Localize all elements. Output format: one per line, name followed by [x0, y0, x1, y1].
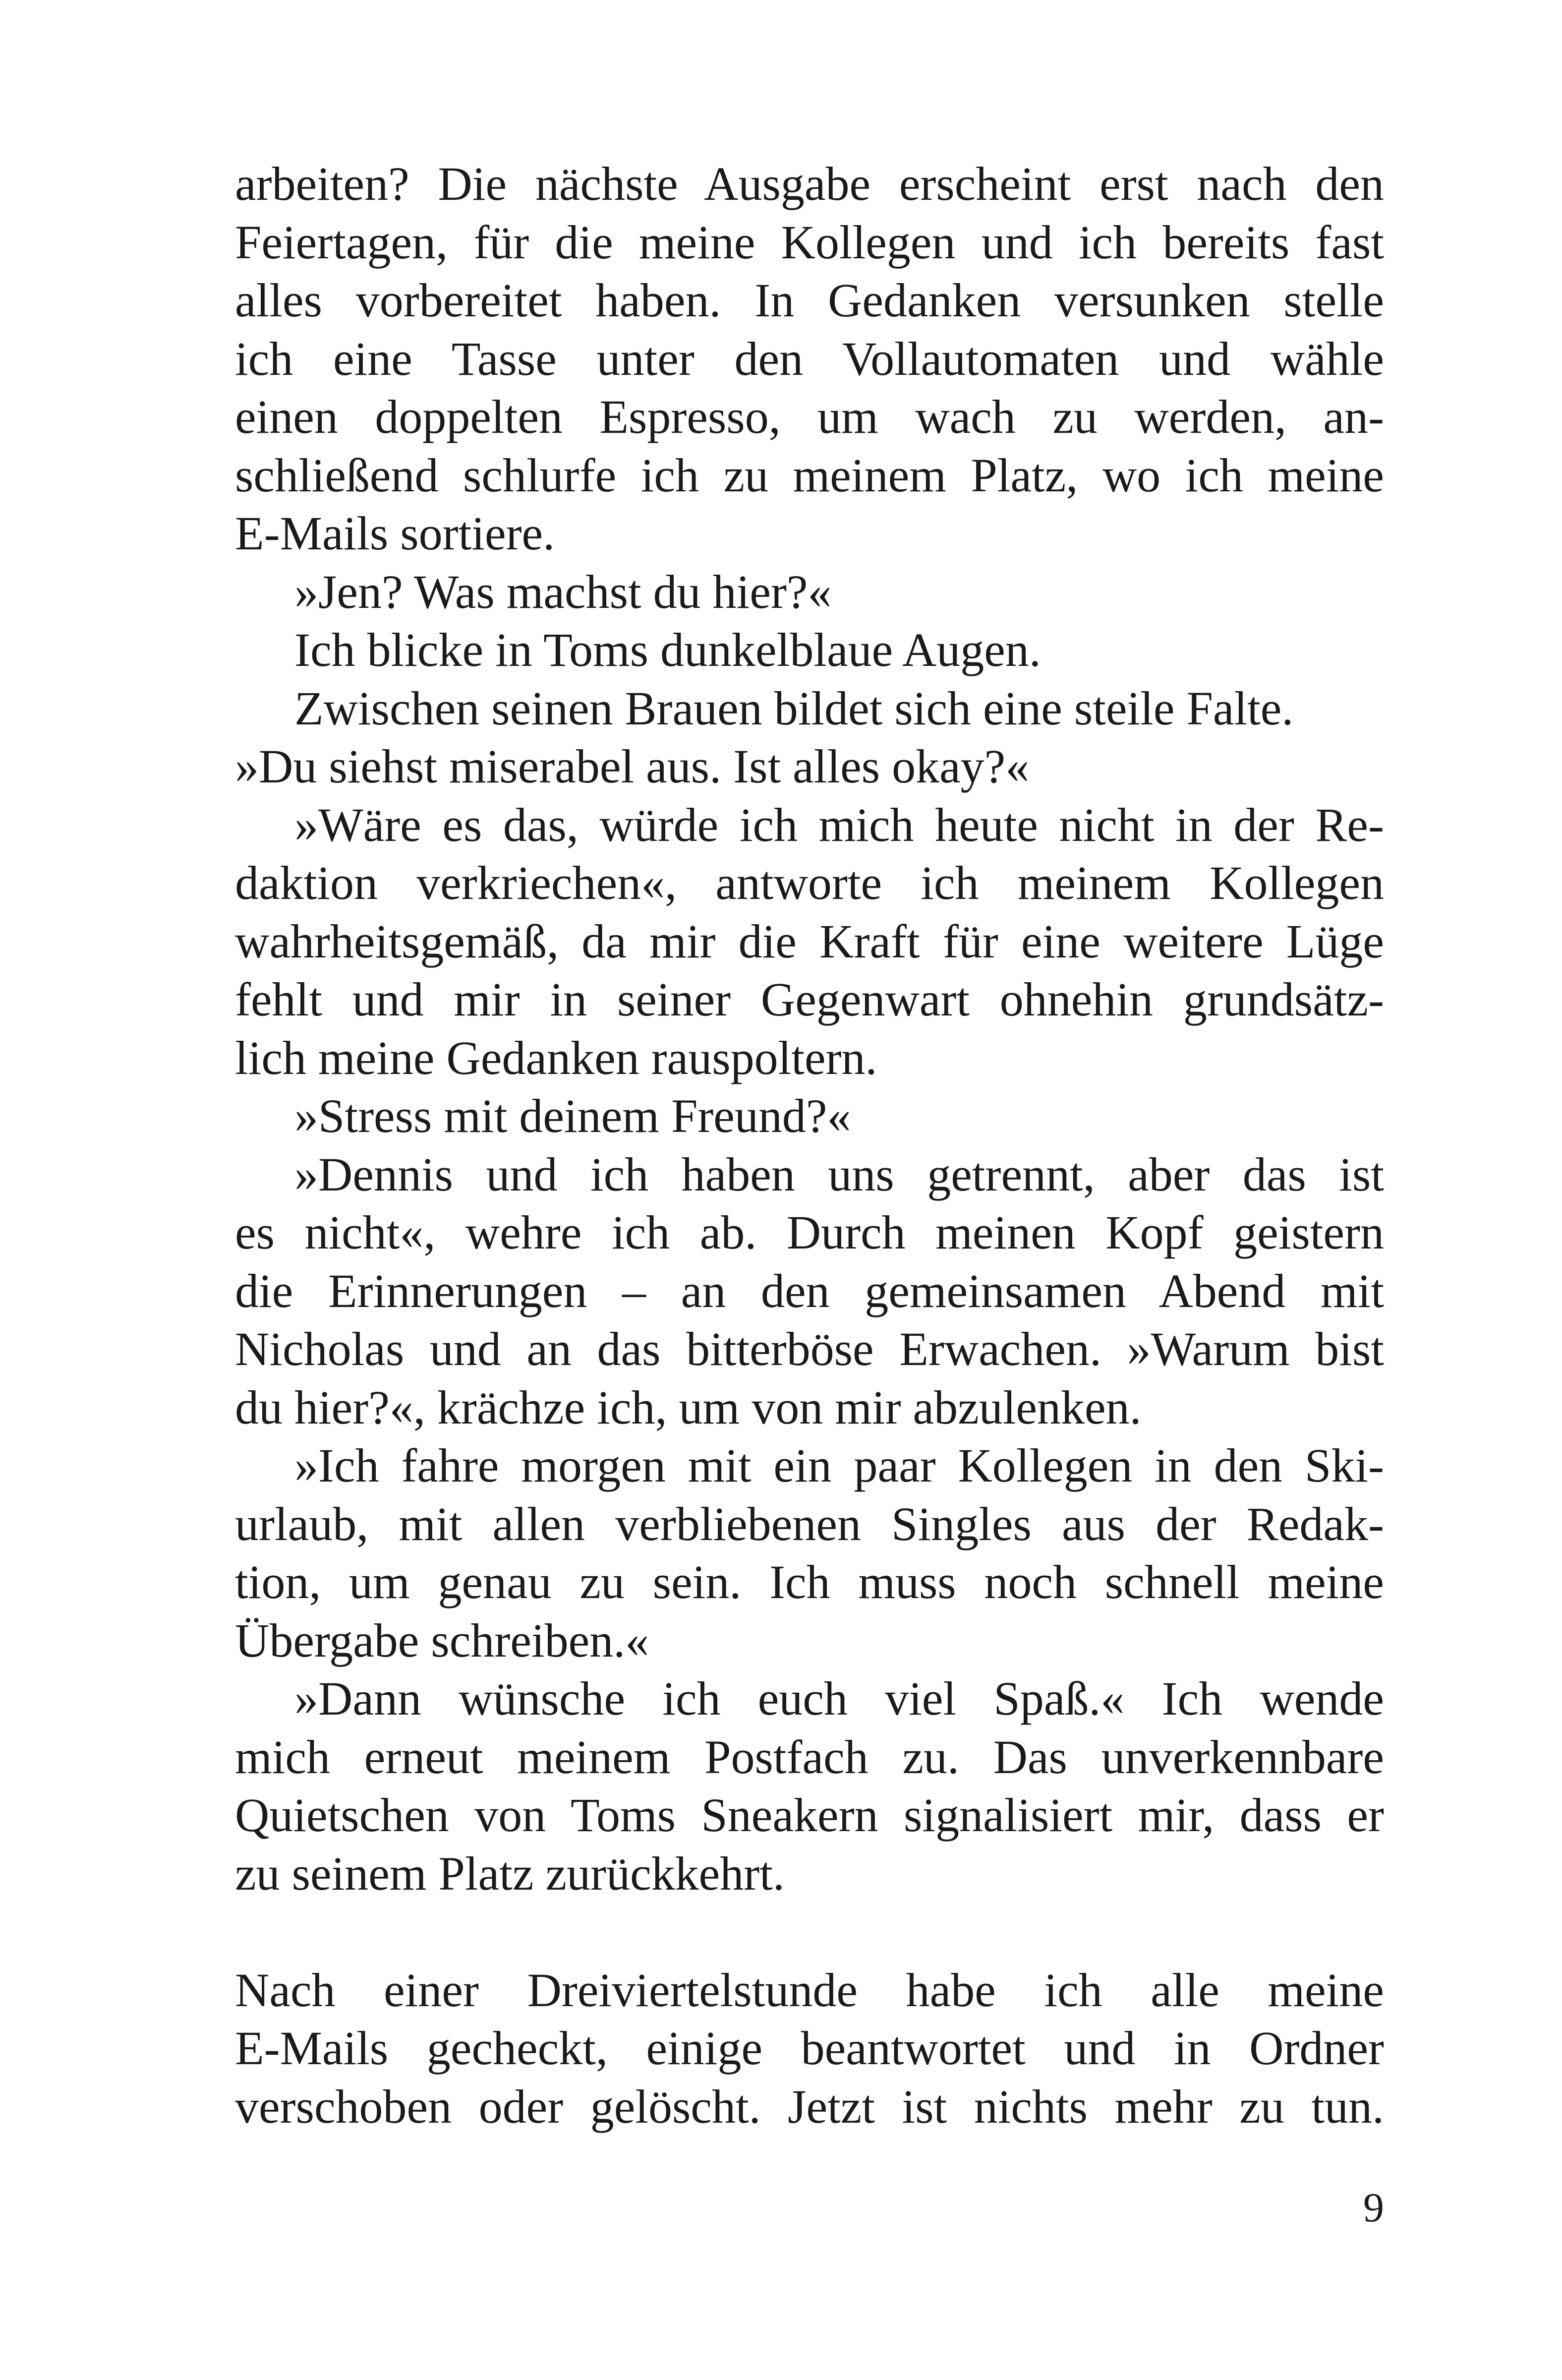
text-line: wahrheitsgemäß, da mir die Kraft für eine weitere Lüge	[235, 914, 1384, 968]
text-line: Feiertagen, für die meine Kollegen und ich bereits fast	[235, 215, 1384, 269]
text-line: »Stress mit deinem Freund?«	[294, 1089, 851, 1142]
text-line: »Jen? Was machst du hier?«	[294, 565, 832, 618]
text-line: lich meine Gedanken rauspoltern.	[235, 1031, 877, 1084]
text-line: tion, um genau zu sein. Ich muss noch schnell meine	[235, 1555, 1384, 1608]
text-line: »Du siehst miserabel aus. Ist alles okay?«	[235, 740, 1030, 793]
text-line: einen doppelten Espresso, um wach zu werden, an-	[235, 390, 1384, 443]
text-line: schließend schlurfe ich zu meinem Platz, wo ich meine	[235, 448, 1384, 502]
text-line: du hier?«, krächze ich, um von mir abzulenken.	[235, 1380, 1142, 1434]
text-line: fehlt und mir in seiner Gegenwart ohnehin grundsätz-	[235, 973, 1384, 1026]
text-line: es nicht«, wehre ich ab. Durch meinen Kopf geistern	[235, 1206, 1384, 1259]
text-line: mich erneut meinem Postfach zu. Das unverkennbare	[235, 1730, 1384, 1784]
text-line: ich eine Tasse unter den Vollautomaten und wähle	[235, 332, 1384, 385]
text-line: daktion verkriechen«, antworte ich meinem Kollegen	[235, 856, 1384, 909]
text-line: Nach einer Dreiviertelstunde habe ich alle meine	[235, 1963, 1384, 2017]
text-line: die Erinnerungen – an den gemeinsamen Abend mit	[235, 1264, 1384, 1317]
body-text	[235, 155, 1384, 2136]
text-line: Zwischen seinen Brauen bildet sich eine steile Falte.	[294, 681, 1294, 735]
text-line: E-Mails gecheckt, einige beantwortet und in Ordner	[235, 2022, 1384, 2075]
text-line: »Dennis und ich haben uns getrennt, aber das ist	[294, 1147, 1384, 1201]
text-line: Quietschen von Toms Sneakern signalisiert mir, dass er	[235, 1788, 1384, 1842]
text-line: Übergabe schreiben.«	[235, 1613, 649, 1667]
text-line: »Wäre es das, würde ich mich heute nicht in der Re-	[294, 798, 1384, 851]
text-line: Nicholas und an das bitterböse Erwachen. »Warum bist	[235, 1322, 1384, 1375]
page-number: 9	[1363, 2185, 1384, 2231]
section-break	[235, 1903, 1384, 1961]
text-line: »Dann wünsche ich euch viel Spaß.« Ich wende	[294, 1672, 1384, 1725]
text-line: E-Mails sortiere.	[235, 507, 555, 560]
text-line: urlaub, mit allen verbliebenen Singles aus der Redak-	[235, 1497, 1384, 1550]
text-line: verschoben oder gelöscht. Jetzt ist nichts mehr zu tun.	[235, 2080, 1384, 2133]
text-line: Ich blicke in Toms dunkelblaue Augen.	[294, 623, 1041, 676]
text-line: »Ich fahre morgen mit ein paar Kollegen in den Ski-	[294, 1439, 1384, 1492]
text-line: alles vorbereitet haben. In Gedanken versunken stelle	[235, 274, 1384, 327]
text-line: arbeiten? Die nächste Ausgabe erscheint erst nach den	[235, 157, 1384, 210]
text-line: zu seinem Platz zurückkehrt.	[235, 1846, 785, 1900]
